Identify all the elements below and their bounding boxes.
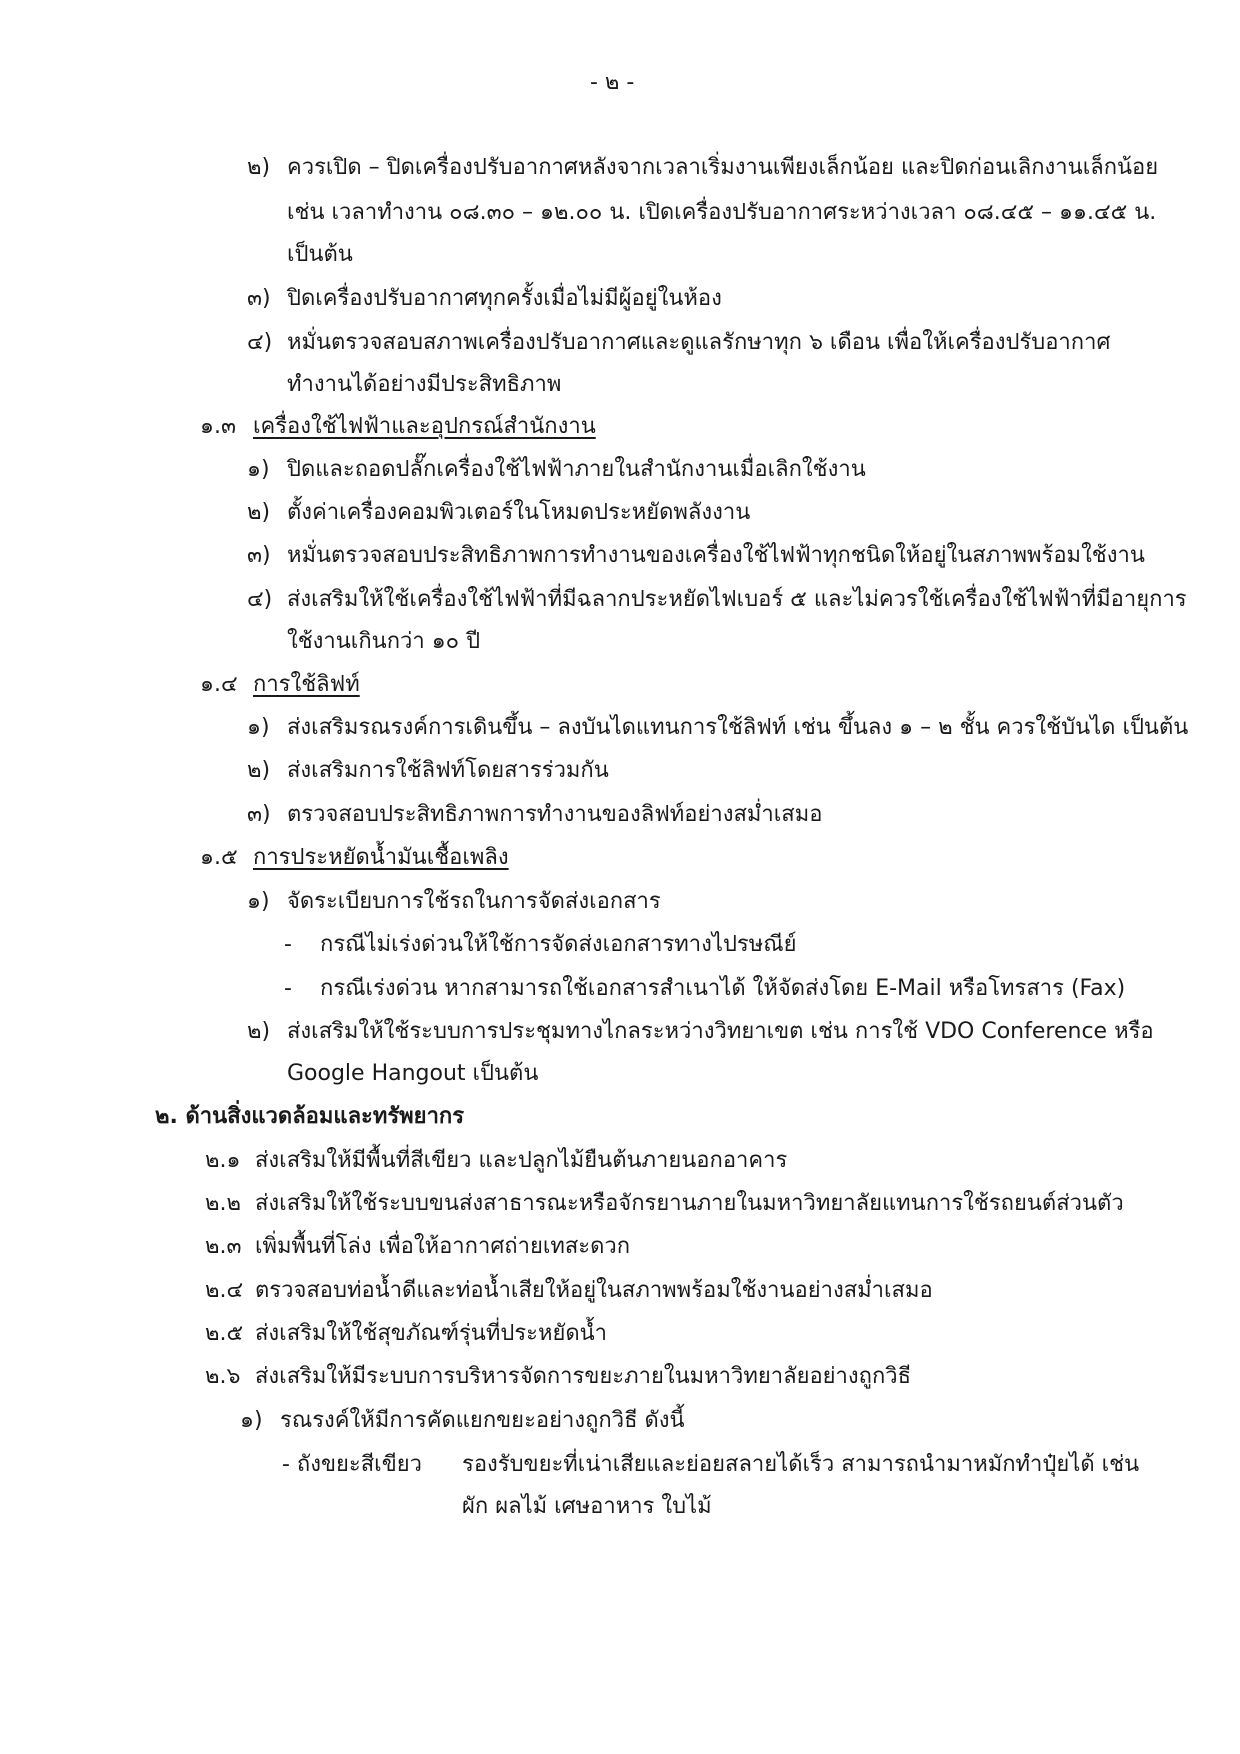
- dash-bullet: -: [284, 932, 292, 957]
- paragraph-line: ส่งเสริมให้ใช้สุขภัณฑ์รุ่นที่ประหยัดน้ำ: [255, 1321, 608, 1346]
- paragraph-line: รองรับขยะที่เน่าเสียและย่อยสลายได้เร็ว สามารถนำมาหมักทำปุ๋ยได้ เช่น: [462, 1452, 1140, 1477]
- paragraph-line: Google Hangout เป็นต้น: [287, 1061, 539, 1086]
- paragraph-line: หมั่นตรวจสอบสภาพเครื่องปรับอากาศและดูแลรักษาทุก ๖ เดือน เพื่อให้เครื่องปรับอากาศ: [287, 330, 1111, 355]
- item-number: ๑): [240, 1408, 263, 1433]
- paragraph-line: กรณีไม่เร่งด่วนให้ใช้การจัดส่งเอกสารทางไปรษณีย์: [320, 932, 797, 957]
- paragraph-line: ส่งเสริมให้มีระบบการบริหารจัดการขยะภายในมหาวิทยาลัยอย่างถูกวิธี: [255, 1364, 912, 1389]
- bin-label: - ถังขยะสีเขียว: [282, 1452, 422, 1477]
- paragraph-line: ตรวจสอบประสิทธิภาพการทำงานของลิฟท์อย่างสม่ำเสมอ: [287, 802, 823, 827]
- section-heading: การใช้ลิฟท์: [253, 672, 360, 697]
- item-number: ๑): [247, 457, 270, 482]
- item-number: ๓): [247, 286, 271, 311]
- paragraph-line: เป็นต้น: [287, 242, 353, 267]
- page-number: - ๒ -: [590, 70, 635, 95]
- paragraph-line: หมั่นตรวจสอบประสิทธิภาพการทำงานของเครื่องใช้ไฟฟ้าทุกชนิดให้อยู่ในสภาพพร้อมใช้งาน: [287, 543, 1145, 568]
- item-number: ๒): [247, 155, 271, 180]
- section-number: ๒.๒: [205, 1191, 241, 1216]
- paragraph-line: จัดระเบียบการใช้รถในการจัดส่งเอกสาร: [287, 889, 661, 914]
- paragraph-line: ทำงานได้อย่างมีประสิทธิภาพ: [287, 372, 562, 397]
- item-number: ๒): [247, 758, 271, 783]
- section-number: ๒.๕: [205, 1321, 244, 1346]
- item-number: ๓): [247, 543, 271, 568]
- paragraph-line: เช่น เวลาทำงาน ๐๘.๓๐ – ๑๒.๐๐ น. เปิดเครื่องปรับอากาศระหว่างเวลา ๐๘.๔๕ – ๑๑.๔๕ น.: [287, 200, 1157, 225]
- item-number: ๑): [247, 715, 270, 740]
- section-number: ๒.๖: [205, 1364, 241, 1389]
- section-heading: ๒. ด้านสิ่งแวดล้อมและทรัพยากร: [155, 1104, 465, 1129]
- paragraph-line: ผัก ผลไม้ เศษอาหาร ใบไม้: [462, 1494, 712, 1519]
- paragraph-line: ควรเปิด – ปิดเครื่องปรับอากาศหลังจากเวลาเริ่มงานเพียงเล็กน้อย และปิดก่อนเลิกงานเล็กน้อย: [287, 155, 1159, 180]
- paragraph-line: กรณีเร่งด่วน หากสามารถใช้เอกสารสำเนาได้ ให้จัดส่งโดย E-Mail หรือโทรสาร (Fax): [320, 976, 1126, 1001]
- paragraph-line: ตรวจสอบท่อน้ำดีและท่อน้ำเสียให้อยู่ในสภาพพร้อมใช้งานอย่างสม่ำเสมอ: [255, 1278, 933, 1303]
- paragraph-line: ปิดและถอดปลั๊กเครื่องใช้ไฟฟ้าภายในสำนักงานเมื่อเลิกใช้งาน: [287, 457, 866, 482]
- item-number: ๑): [247, 889, 270, 914]
- paragraph-line: ส่งเสริมรณรงค์การเดินขึ้น – ลงบันไดแทนการใช้ลิฟท์ เช่น ขึ้นลง ๑ – ๒ ชั้น ควรใช้บันได เป็นต้น: [287, 715, 1189, 740]
- paragraph-line: ส่งเสริมให้ใช้ระบบการประชุมทางไกลระหว่างวิทยาเขต เช่น การใช้ VDO Conference หรือ: [287, 1019, 1154, 1044]
- section-heading: เครื่องใช้ไฟฟ้าและอุปกรณ์สำนักงาน: [253, 414, 596, 439]
- section-number: ๒.๔: [205, 1278, 244, 1303]
- item-number: ๒): [247, 1019, 271, 1044]
- paragraph-line: ส่งเสริมการใช้ลิฟท์โดยสารร่วมกัน: [287, 758, 609, 783]
- paragraph-line: ส่งเสริมให้ใช้ระบบขนส่งสาธารณะหรือจักรยานภายในมหาวิทยาลัยแทนการใช้รถยนต์ส่วนตัว: [255, 1191, 1124, 1216]
- paragraph-line: ใช้งานเกินกว่า ๑๐ ปี: [287, 629, 481, 654]
- section-heading: การประหยัดน้ำมันเชื้อเพลิง: [253, 845, 509, 870]
- paragraph-line: ปิดเครื่องปรับอากาศทุกครั้งเมื่อไม่มีผู้อยู่ในห้อง: [287, 286, 722, 311]
- item-number: ๒): [247, 500, 271, 525]
- paragraph-line: เพิ่มพื้นที่โล่ง เพื่อให้อากาศถ่ายเทสะดวก: [255, 1234, 631, 1259]
- section-number: ๑.๓: [200, 414, 236, 439]
- paragraph-line: ส่งเสริมให้ใช้เครื่องใช้ไฟฟ้าที่มีฉลากประหยัดไฟเบอร์ ๕ และไม่ควรใช้เครื่องใช้ไฟฟ้าที่มีอายุการ: [287, 587, 1187, 612]
- section-number: ๒.๑: [205, 1148, 241, 1173]
- paragraph-line: ส่งเสริมให้มีพื้นที่สีเขียว และปลูกไม้ยืนต้นภายนอกอาคาร: [255, 1148, 788, 1173]
- section-number: ๒.๓: [205, 1234, 242, 1259]
- item-number: ๔): [247, 330, 273, 355]
- item-number: ๓): [247, 802, 271, 827]
- section-number: ๑.๕: [200, 845, 238, 870]
- item-number: ๔): [247, 587, 273, 612]
- paragraph-line: ตั้งค่าเครื่องคอมพิวเตอร์ในโหมดประหยัดพลังงาน: [287, 500, 751, 525]
- dash-bullet: -: [284, 976, 292, 1001]
- paragraph-line: รณรงค์ให้มีการคัดแยกขยะอย่างถูกวิธี ดังนี้: [280, 1408, 685, 1433]
- section-number: ๑.๔: [200, 672, 238, 697]
